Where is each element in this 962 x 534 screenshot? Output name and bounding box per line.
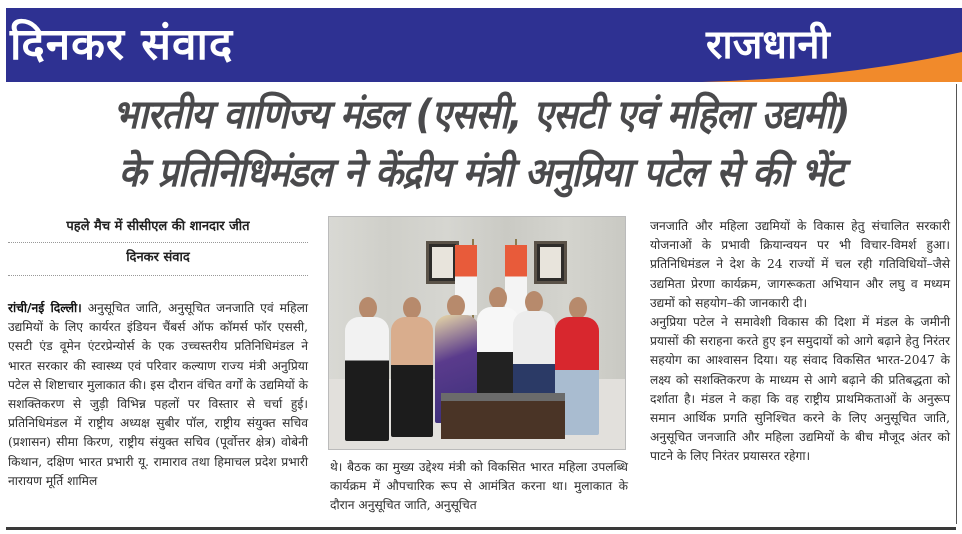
- person: [391, 317, 433, 437]
- byline: दिनकर संवाद: [126, 250, 190, 265]
- article-column-2: [330, 458, 628, 516]
- person: [345, 317, 389, 441]
- headline: [0, 86, 962, 206]
- headline-line-2: के प्रतिनिधिमंडल ने केंद्रीय मंत्री अनुप्रिया पटेल से की भेंट: [118, 150, 844, 196]
- coffee-table: [441, 393, 565, 439]
- headline-line-1: भारतीय वाणिज्य मंडल (एससी, एसटी एवं महिला उद्यमी): [112, 92, 850, 138]
- person-head: [447, 295, 465, 317]
- dotted-divider: [8, 275, 308, 276]
- indian-flag: [505, 245, 527, 315]
- section-title: राजधानी: [706, 22, 830, 68]
- sidebar-block: [8, 216, 308, 278]
- related-story-link[interactable]: पहले मैच में सीसीएल की शानदार जीत: [66, 219, 250, 234]
- person-head: [525, 291, 543, 313]
- person-head: [489, 287, 507, 309]
- portrait-frame: [534, 241, 567, 284]
- dateline: रांची/नई दिल्ली।: [8, 301, 82, 315]
- masthead: [6, 8, 962, 82]
- column-rule: [956, 84, 957, 524]
- bottom-rule: [6, 527, 956, 530]
- article-paragraph-1: जनजाति और महिला उद्यमियों के विकास हेतु संचालित सरकारी योजनाओं के प्रभावी क्रियान्वयन पर भी विचार-विमर्श हुआ। प्रतिनिधिमंडल ने देश के 24 राज्यों में चल रही गतिविधियों–जैसे उद्यमिता प्रेरणा कार्यक्रम, जागरूकता अभियान और लघु व मध्यम उद्यमों को सहयोग–की जानकारी दी।: [650, 219, 950, 310]
- person-head: [359, 297, 377, 319]
- news-photo: [328, 216, 626, 450]
- article-paragraph-2: अनुप्रिया पटेल ने समावेशी विकास की दिशा में मंडल के जमीनी प्रयासों की सराहना करते हुए इन समुदायों को आगे बढ़ाने हेतु निरंतर सहयोग का आश्वासन दिया। यह संवाद विकसित भारत-2047 के लक्ष्य को सशक्तिकरण के माध्यम से आगे बढ़ाने की प्रतिबद्धता को दर्शाता है। मंडल ने कहा कि वह राष्ट्रीय प्राथमिकताओं के अनुरूप समान आर्थिक प्रगति सुनिश्चित करने के लिए अनुसूचित जाति, अनुसूचित जनजाति और महिला उद्यमियों के बीच मौजूद अंतर को पाटने के लिए निरंतर प्रयासरत रहेगा।: [650, 315, 950, 464]
- newspaper-brand: दिनकर संवाद: [10, 19, 234, 70]
- dotted-divider: [8, 242, 308, 243]
- article-text: थे। बैठक का मुख्य उद्देश्य मंत्री को विकसित भारत महिला उपलब्धि कार्यक्रम में औपचारिक रूप से आमंत्रित करना था। मुलाकात के दौरान अनुसूचित जाति, अनुसूचित: [330, 460, 628, 513]
- article-column-1: [8, 299, 308, 491]
- article-column-3: [650, 217, 950, 467]
- person-head: [569, 297, 587, 319]
- person-head: [403, 297, 421, 319]
- orange-swoosh-decoration: [702, 52, 962, 82]
- article-text: अनुसूचित जाति, अनुसूचित जनजाति एवं महिला उद्यमियों के लिए कार्यरत इंडियन चैंबर्स ऑफ कॉमर्स फॉर एससी, एसटी एंड वूमेन एंटरप्रेन्योर्स के एक उच्चस्तरीय प्रतिनिधिमंडल ने भारत सरकार की स्वास्थ्य एवं परिवार कल्याण राज्य मंत्री अनुप्रिया पटेल से शिष्टाचार मुलाकात की। इस दौरान वंचित वर्गों के उद्यमियों के सशक्तिकरण से जुड़ी विभिन्न पहलों पर विस्तार से चर्चा हुई। प्रतिनिधिमंडल में राष्ट्रीय अध्यक्ष सुबीर पॉल, राष्ट्रीय संयुक्त सचिव (प्रशासन) सीमा किरण, राष्ट्रीय संयुक्त सचिव (पूर्वोत्तर क्षेत्र) वोबेनी किथान, दक्षिण भारत प्रभारी यू. रामाराव तथा हिमाचल प्रदेश प्रभारी नारायण मूर्ति शामिल: [8, 301, 308, 488]
- article-paragraph: [8, 299, 308, 491]
